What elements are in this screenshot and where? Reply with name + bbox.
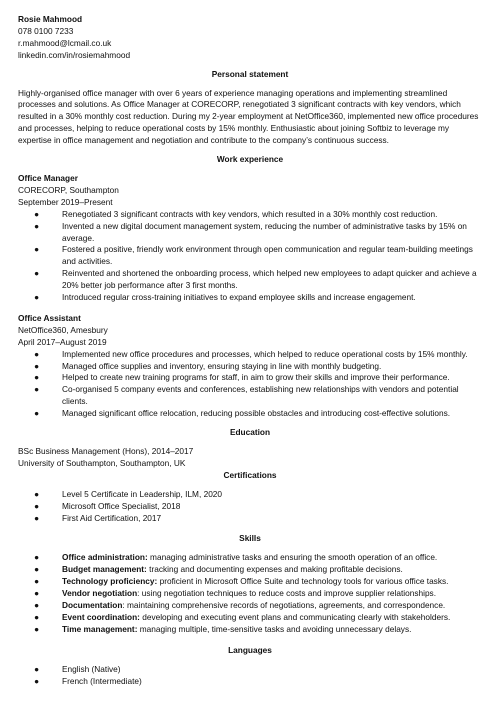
list-item — [18, 624, 482, 636]
bullet-icon: ● — [34, 268, 40, 279]
skills-heading: Skills — [239, 533, 261, 544]
education-degree: BSc Business Management (Hons), 2014–2017 — [18, 446, 194, 456]
bullet-icon: ● — [34, 360, 40, 371]
skill-description: developing and executing event plans and communicating clearly with stakeholders. — [139, 611, 451, 622]
phone-number: 078 0100 7233 — [18, 25, 74, 36]
list-item — [18, 221, 482, 245]
bullet-icon: ● — [34, 611, 40, 622]
list-item — [18, 209, 482, 221]
personal-statement-heading: Personal statement — [211, 68, 289, 79]
job-dates: September 2019–Present — [18, 196, 113, 207]
skill-description: proficient in Microsoft Office Suite and technology tools for various office tasks. — [157, 576, 449, 587]
list-item — [18, 349, 482, 361]
bullet-icon: ● — [34, 576, 40, 587]
list-item-text: Helped to create new training programs for staff, in aim to grow their skills and improve their performance. — [62, 372, 450, 383]
personal-statement-text: Highly-organised office manager with over 6 years of experience managing operations and implementing streamlined processes and solutions. As Office Manager at CORECORP, renegotiated 3 significant contracts with key vendors, which resulted in a 30% monthly cost reduction. During my 2-year employment at NetOffice360, implemented new office procedures and processes, helping to reduce operational costs by 15% monthly. Enthusiastic about joining Softbiz to leverage my expertise in office management and negotiation and contribute to the company’s continuous success. — [18, 87, 479, 146]
list-item — [18, 664, 482, 676]
email-address: r.mahmood@lcmail.co.uk — [18, 37, 112, 48]
bullet-icon: ● — [34, 623, 40, 634]
job-bullet-list — [18, 349, 482, 420]
list-item — [18, 501, 482, 513]
skill-label: Vendor negotiation — [62, 588, 138, 599]
job-title: Office Manager — [18, 172, 78, 183]
list-item-text: French (Intermediate) — [62, 675, 142, 686]
skills-list — [18, 552, 482, 635]
languages-heading: Languages — [228, 644, 272, 655]
list-item — [18, 588, 482, 600]
bullet-icon: ● — [34, 675, 40, 686]
job-bullet-list — [18, 209, 482, 304]
skill-label: Office administration: — [62, 552, 148, 563]
list-item-text: Level 5 Certificate in Leadership, ILM, 2020 — [62, 488, 223, 499]
skill-description: : maintaining comprehensive records of negotiations, agreements, and correspondence. — [122, 599, 446, 610]
certifications-heading: Certifications — [223, 469, 277, 480]
skill-description: tracking and documenting expenses and making profitable decisions. — [146, 564, 403, 575]
list-item-text: Reinvented and shortened the onboarding process, which helped new employees to adapt quicker and achieve a 20% better job performance after 3 first months. — [62, 268, 477, 291]
bullet-icon: ● — [34, 384, 40, 395]
list-item-text: Managed office supplies and inventory, ensuring staying in line with monthly budgeting. — [62, 360, 382, 371]
bullet-icon: ● — [34, 599, 40, 610]
job-entry — [18, 173, 482, 304]
skill-description: : using negotiation techniques to reduce costs and improve supplier relationships. — [137, 588, 437, 599]
skill-label: Budget management: — [62, 564, 147, 575]
list-item-text: Implemented new office procedures and processes, which helped to reduce operational costs by 15% monthly. — [62, 348, 468, 359]
list-item-text: Invented a new digital document management system, reducing the number of administrative tasks by 15% on average. — [62, 220, 467, 243]
list-item-text: Fostered a positive, friendly work environment through open communication and regular team-building meetings and activities. — [62, 244, 473, 267]
skill-label: Documentation — [62, 599, 123, 610]
list-item — [18, 676, 482, 688]
list-item — [18, 600, 482, 612]
linkedin-url: linkedin.com/in/rosiemahmood — [18, 49, 131, 60]
list-item — [18, 268, 482, 292]
skill-label: Technology proficiency: — [62, 576, 158, 587]
list-item-text: Microsoft Office Specialist, 2018 — [62, 500, 181, 511]
education-school: University of Southampton, Southampton, UK — [18, 457, 186, 468]
skill-description: managing multiple, time-sensitive tasks and avoiding unnecessary delays. — [137, 623, 412, 634]
list-item — [18, 489, 482, 501]
skill-description: managing administrative tasks and ensuring the smooth operation of an office. — [147, 552, 438, 563]
list-item — [18, 384, 482, 408]
list-item-text: English (Native) — [62, 663, 121, 674]
bullet-icon: ● — [34, 244, 40, 255]
skill-label: Event coordination: — [62, 611, 140, 622]
languages-list — [18, 664, 482, 688]
list-item — [18, 292, 482, 304]
bullet-icon: ● — [34, 208, 40, 219]
bullet-icon: ● — [34, 372, 40, 383]
job-company: NetOffice360, Amesbury — [18, 324, 108, 335]
list-item — [18, 552, 482, 564]
list-item-text: Managed significant office relocation, reducing possible obstacles and introducing cost-effective solutions. — [62, 408, 451, 419]
job-entry — [18, 313, 482, 420]
list-item — [18, 244, 482, 268]
skill-label: Time management: — [62, 623, 138, 634]
list-item — [18, 564, 482, 576]
list-item — [18, 576, 482, 588]
list-item — [18, 408, 482, 420]
bullet-icon: ● — [34, 408, 40, 419]
bullet-icon: ● — [34, 488, 40, 499]
bullet-icon: ● — [34, 500, 40, 511]
contact-block — [18, 14, 482, 62]
job-dates: April 2017–August 2019 — [18, 336, 107, 347]
list-item-text: First Aid Certification, 2017 — [62, 512, 162, 523]
list-item — [18, 513, 482, 525]
job-title: Office Assistant — [18, 312, 81, 323]
list-item — [18, 361, 482, 373]
bullet-icon: ● — [34, 552, 40, 563]
list-item-text: Co-organised 5 company events and conferences, establishing new relationships with vendors and potential clients. — [62, 384, 459, 407]
bullet-icon: ● — [34, 348, 40, 359]
bullet-icon: ● — [34, 564, 40, 575]
list-item — [18, 372, 482, 384]
list-item — [18, 612, 482, 624]
bullet-icon: ● — [34, 220, 40, 231]
job-company: CORECORP, Southampton — [18, 184, 119, 195]
work-experience-heading: Work experience — [216, 154, 284, 165]
list-item-text: Introduced regular cross-training initiatives to expand employee skills and increase engagement. — [62, 292, 416, 303]
candidate-name: Rosie Mahmood — [18, 14, 83, 24]
certifications-list — [18, 489, 482, 525]
list-item-text: Renegotiated 3 significant contracts with key vendors, which resulted in a 30% monthly cost reduction. — [62, 208, 438, 219]
bullet-icon: ● — [34, 292, 40, 303]
bullet-icon: ● — [34, 512, 40, 523]
bullet-icon: ● — [34, 588, 40, 599]
education-heading: Education — [229, 427, 271, 438]
bullet-icon: ● — [34, 663, 40, 674]
